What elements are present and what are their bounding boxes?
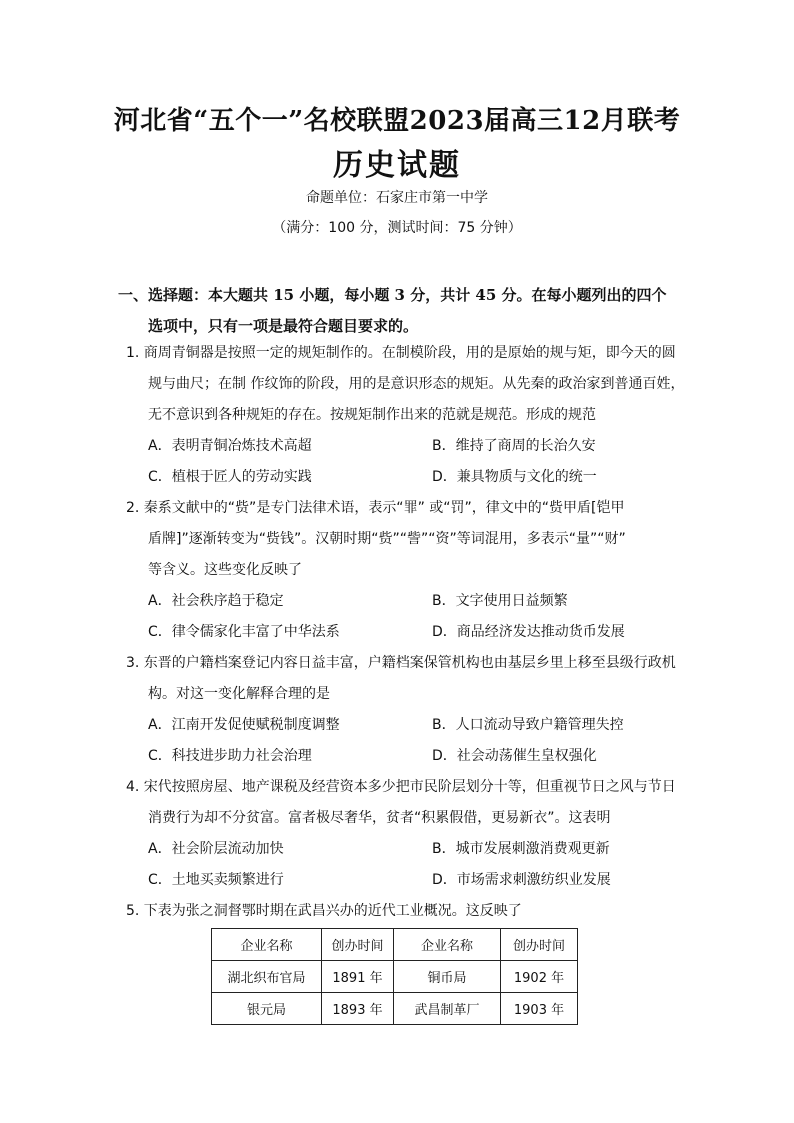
option-c: C．土地买卖频繁进行: [148, 872, 284, 888]
option-d: D．市场需求刺激纺织业发展: [432, 872, 611, 888]
table-cell: 湖北织布官局: [212, 961, 322, 993]
option-d: D．兼具物质与文化的统一: [432, 469, 597, 485]
table-row: [212, 961, 578, 993]
table-header-cell: 创办时间: [322, 929, 394, 961]
option-d: D．社会动荡催生皇权强化: [432, 748, 597, 764]
question-line: 等含义。这些变化反映了: [148, 562, 302, 578]
question-line: 1. 商周青铜器是按照一定的规矩制作的。在制模阶段，用的是原始的规与矩，即今天的圆: [126, 345, 676, 361]
table-cell: 铜币局: [394, 961, 501, 993]
table-cell: 1893 年: [322, 993, 394, 1025]
section-line: 选项中，只有一项是最符合题目要求的。: [148, 317, 419, 335]
industry-table: [211, 928, 578, 1025]
option-a: A．社会秩序趋于稳定: [148, 593, 284, 609]
question-3: [126, 648, 686, 772]
option-b: B．维持了商周的长治久安: [432, 438, 596, 454]
option-d: D．商品经济发达推动货币发展: [432, 624, 625, 640]
table-header-cell: 企业名称: [394, 929, 501, 961]
table-row: [212, 993, 578, 1025]
question-line: 4. 宋代按照房屋、地产课税及经营资本多少把市民阶层划分十等，但重视节日之风与节日: [126, 779, 676, 795]
question-line: 5. 下表为张之洞督鄂时期在武昌兴办的近代工业概况。这反映了: [126, 903, 522, 919]
option-a: A．表明青铜冶炼技术高超: [148, 438, 312, 454]
option-c: C．律令儒家化丰富了中华法系: [148, 624, 340, 640]
question-line: 盾牌]”逐渐转变为“赀钱”。汉朝时期“赀”“訾”“资”等词混用，多表示“量”“财”: [148, 531, 626, 547]
question-line: 3. 东晋的户籍档案登记内容日益丰富，户籍档案保管机构也由基层乡里上移至县级行政机: [126, 655, 676, 671]
exam-title: 河北省“五个一”名校联盟2023届高三12月联考: [113, 106, 681, 136]
question-line: 构。对这一变化解释合理的是: [148, 686, 330, 702]
table-cell: 银元局: [212, 993, 322, 1025]
table-header-cell: 创办时间: [501, 929, 578, 961]
question-line: 消费行为却不分贫富。富者极尽奢华，贫者“积累假借，更易新衣”。这表明: [148, 810, 611, 826]
table-cell: 1903 年: [501, 993, 578, 1025]
question-line: 无不意识到各种规矩的存在。按规矩制作出来的范就是规范。形成的规范: [148, 407, 596, 423]
option-a: A．社会阶层流动加快: [148, 841, 284, 857]
section-line: 一、选择题：本大题共 15 小题，每小题 3 分，共计 45 分。在每小题列出的四个: [118, 286, 667, 304]
table-cell: 1902 年: [501, 961, 578, 993]
question-4: [126, 772, 686, 896]
question-line: 规与曲尺；在制 作纹饰的阶段，用的是意识形态的规矩。从先秦的政治家到普通百姓，: [148, 376, 685, 392]
section-heading: [118, 280, 688, 342]
option-c: C．植根于匠人的劳动实践: [148, 469, 312, 485]
exam-subtitle: 历史试题: [333, 148, 461, 183]
option-c: C．科技进步助力社会治理: [148, 748, 312, 764]
option-a: A．江南开发促使赋税制度调整: [148, 717, 340, 733]
exam-meta: （满分：100 分，测试时间：75 分钟）: [272, 220, 522, 236]
table-header-cell: 企业名称: [212, 929, 322, 961]
question-line: 2. 秦系文献中的“赀”是专门法律术语，表示“罪” 或“罚”，律文中的“赀甲盾[铠甲: [126, 500, 625, 516]
question-2: [126, 493, 686, 648]
option-b: B．文字使用日益频繁: [432, 593, 568, 609]
exam-unit: 命题单位：石家庄市第一中学: [306, 190, 488, 206]
table-cell: 武昌制革厂: [394, 993, 501, 1025]
table-header-row: [212, 929, 578, 961]
option-b: B．城市发展刺激消费观更新: [432, 841, 610, 857]
option-b: B．人口流动导致户籍管理失控: [432, 717, 624, 733]
question-5: [126, 896, 686, 927]
table-cell: 1891 年: [322, 961, 394, 993]
question-1: [126, 338, 686, 493]
